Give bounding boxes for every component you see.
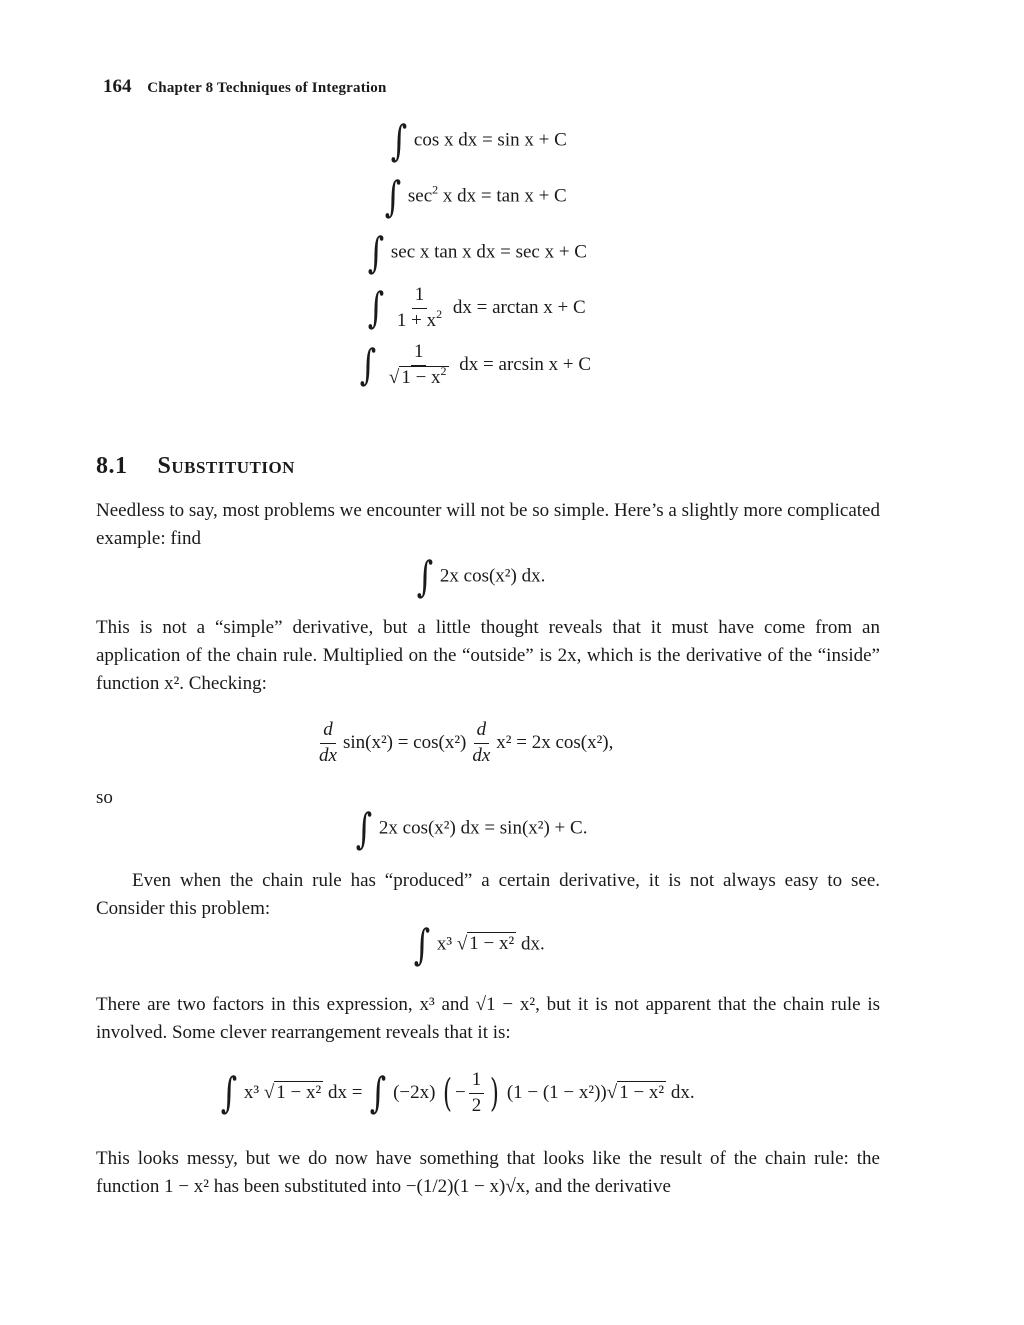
derivative-operator	[469, 720, 493, 767]
radicand	[399, 363, 448, 388]
section-title: Substitution	[157, 453, 295, 479]
numerator: 1	[412, 285, 428, 309]
equation-5: ∫ x³ √ 1 − x² dx = ∫ (−2x) ( − $\frac{1}{2}$ ) (1 − (1 − x²))√ 1 − x² dx.	[220, 1068, 695, 1118]
left-paren: (	[443, 1071, 453, 1116]
exponent: 2	[440, 363, 447, 378]
paragraph-5: There are two factors in this expression, x³ and √1 − x², but it is not apparent that the chain rule is involved. Some clever rearrangement reveals that it is:	[96, 994, 880, 1043]
formula-text: dx = arctan x + C	[452, 296, 586, 318]
paragraph-2: This is not a “simple” derivative, but a little thought reveals that it must have come from an application of the chain rule. Multiplied on the “outside” is 2x, which is the derivative of the “inside” function x². Checking:	[96, 617, 880, 694]
equation-text: (−2x)	[393, 1081, 436, 1103]
integral-sign: ∫	[384, 172, 402, 221]
denominator-text: 1 + x	[396, 309, 437, 331]
section-heading	[96, 453, 295, 480]
equation-4: ∫ x³ √ 1 − x² dx.	[413, 920, 545, 969]
equation-text: x³	[243, 1081, 260, 1103]
radical	[399, 363, 448, 389]
paragraph-1: Needless to say, most problems we encounter will not be so simple. Here’s a slightly more complicated example: find	[96, 500, 880, 549]
equation-2	[313, 720, 613, 767]
formula-text: cos x dx = sin x + C	[413, 129, 567, 151]
section-number: 8.1	[96, 453, 128, 479]
integral-sign: ∫	[359, 340, 377, 390]
fraction	[386, 342, 452, 389]
equation-text: x³	[436, 933, 453, 955]
integral-sign: ∫	[416, 552, 434, 601]
formula-cos	[388, 116, 567, 165]
numerator: d	[474, 720, 490, 744]
radicand: 1 − x²	[469, 933, 515, 955]
integral-sign: ∫	[220, 1068, 238, 1118]
denominator: dx	[319, 744, 337, 766]
page-number: 164	[103, 76, 132, 97]
denominator	[394, 306, 445, 332]
derivative-operator	[316, 720, 340, 767]
formula-sec2	[382, 172, 567, 221]
formula-text: x dx = tan x + C	[438, 185, 567, 207]
chapter-title: Chapter 8 Techniques of Integration	[147, 80, 387, 96]
equation-text: (1 − (1 − x²))	[506, 1081, 607, 1103]
equation-text: 2x cos(x²) dx.	[439, 565, 546, 587]
integral-sign: ∫	[390, 116, 408, 165]
denominator: dx	[472, 744, 491, 766]
integral-sign: ∫	[413, 920, 431, 969]
numerator: 1	[469, 1070, 485, 1094]
exponent: 2	[436, 306, 443, 321]
fraction	[469, 1070, 485, 1117]
radical	[617, 1082, 666, 1104]
exponent: 2	[432, 182, 439, 197]
formula-text: dx = arcsin x + C	[459, 353, 592, 375]
paragraph-6: This looks messy, but we do now have something that looks like the result of the chain rule: the function 1 − x² has been substituted into −(1/2)(1 − x)√x, and the derivative	[96, 1148, 880, 1197]
denominator: 2	[471, 1094, 482, 1116]
formula-text: sec	[407, 185, 433, 207]
numerator: d	[320, 720, 336, 744]
equation-text: 2x cos(x²) dx = sin(x²) + C.	[378, 817, 588, 839]
integral-sign: ∫	[367, 228, 385, 277]
right-paren: )	[490, 1071, 500, 1116]
numerator: 1	[411, 342, 427, 366]
integral-sign: ∫	[367, 283, 385, 333]
formula-sectan	[365, 228, 587, 277]
radical	[274, 1082, 323, 1104]
equation-1	[414, 552, 546, 601]
denominator: √ $1 - x^2$	[388, 363, 447, 388]
integral-sign: ∫	[369, 1068, 387, 1118]
equation-text: x² = 2x cos(x²),	[496, 731, 614, 753]
fraction	[394, 285, 445, 332]
integral-sign: ∫	[355, 804, 373, 853]
equation-text: sin(x²) = cos(x²)	[342, 731, 467, 753]
equation-3	[353, 804, 588, 853]
equation-text: dx.	[670, 1081, 695, 1103]
equation-text: dx =	[327, 1081, 363, 1103]
equation-text: dx.	[520, 933, 545, 955]
formula-arctan	[365, 285, 586, 332]
radicand: 1 − x²	[619, 1081, 665, 1103]
formula-text: sec x tan x dx = sec x + C	[390, 241, 587, 263]
radical	[467, 933, 516, 955]
radicand-text: 1 − x	[401, 366, 441, 388]
formula-arcsin	[357, 342, 591, 389]
paragraph-3: so	[96, 787, 113, 808]
radicand: 1 − x²	[276, 1081, 322, 1103]
running-head	[103, 76, 387, 98]
paragraph-4: Even when the chain rule has “produced” a certain derivative, it is not always easy to see. Consider this problem:	[96, 870, 880, 919]
